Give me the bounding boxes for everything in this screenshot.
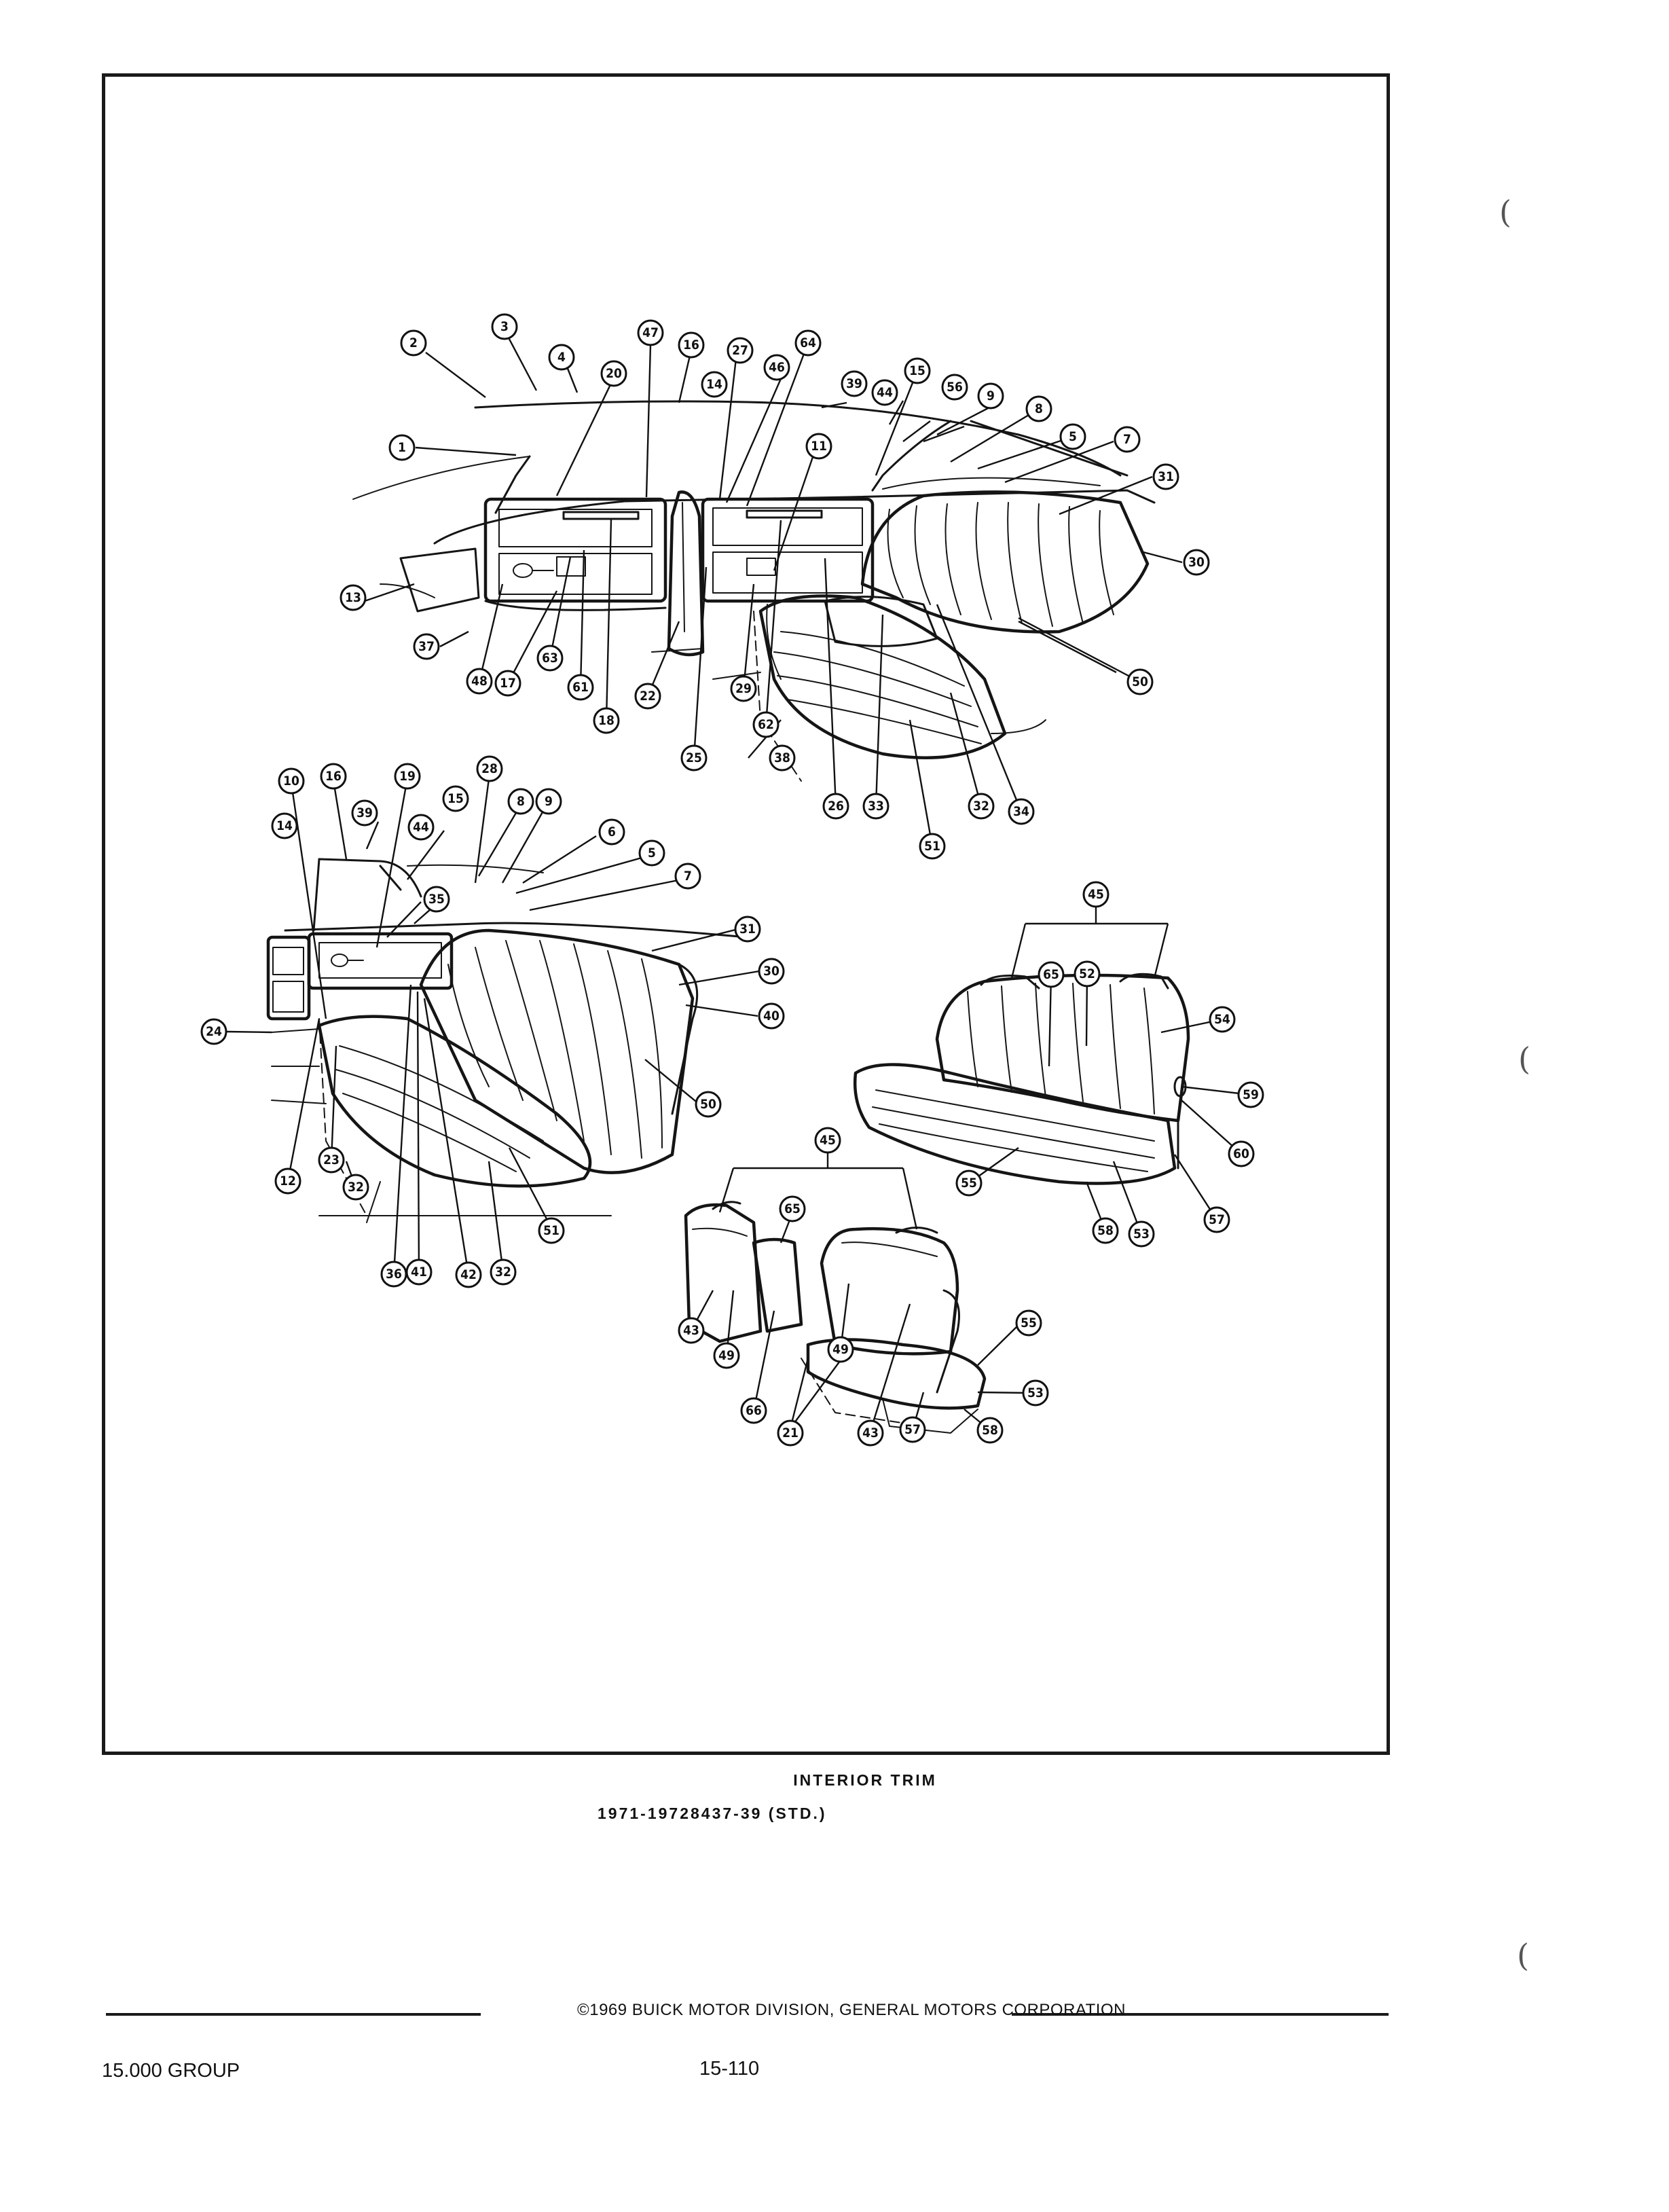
callout-3	[492, 314, 517, 339]
callout-16	[679, 333, 703, 357]
callout-5	[1061, 424, 1085, 449]
svg-text:30: 30	[763, 964, 780, 979]
svg-text:17: 17	[500, 676, 516, 691]
svg-text:53: 53	[1133, 1227, 1150, 1241]
callout-28	[477, 757, 502, 781]
callout-15-view2	[443, 786, 468, 811]
callout-4	[549, 345, 574, 369]
callout-31-view2	[735, 917, 760, 941]
svg-text:61: 61	[572, 680, 589, 695]
callout-53	[1129, 1222, 1154, 1246]
svg-text:65: 65	[784, 1201, 801, 1216]
svg-text:3: 3	[500, 319, 509, 334]
svg-text:40: 40	[763, 1009, 780, 1023]
svg-text:32: 32	[495, 1265, 511, 1280]
callout-42	[456, 1263, 481, 1287]
svg-text:38: 38	[774, 750, 790, 765]
callout-7-view2	[676, 864, 700, 888]
svg-text:32: 32	[973, 799, 989, 814]
callout-46	[765, 355, 789, 380]
callout-63	[538, 646, 562, 670]
callout-49-view4b	[828, 1337, 853, 1362]
callout-30-view2	[759, 959, 784, 983]
callout-45	[1084, 882, 1108, 907]
svg-text:10: 10	[283, 774, 299, 788]
svg-text:65: 65	[1043, 967, 1059, 982]
svg-text:8: 8	[517, 794, 525, 809]
svg-text:18: 18	[598, 713, 615, 728]
callout-66	[741, 1398, 766, 1423]
svg-text:46: 46	[769, 360, 785, 375]
callout-29	[731, 676, 756, 701]
binder-mark: (	[1518, 1040, 1530, 1077]
svg-text:48: 48	[471, 674, 488, 689]
callout-52	[1075, 962, 1099, 986]
svg-text:41: 41	[411, 1265, 427, 1280]
svg-text:31: 31	[1158, 469, 1174, 484]
callout-24	[202, 1019, 226, 1044]
callout-50	[1128, 670, 1152, 694]
svg-text:20: 20	[606, 366, 622, 381]
callout-60	[1229, 1142, 1253, 1166]
svg-text:9: 9	[987, 388, 995, 403]
svg-text:55: 55	[1021, 1316, 1037, 1330]
svg-text:43: 43	[862, 1426, 879, 1440]
binder-mark: (	[1517, 1937, 1529, 1974]
svg-text:14: 14	[706, 377, 722, 392]
callout-leaders	[227, 330, 1251, 1431]
svg-text:34: 34	[1013, 804, 1029, 819]
svg-text:51: 51	[924, 839, 940, 854]
callouts	[202, 314, 1263, 1445]
page-number: 15-110	[699, 2058, 760, 2080]
svg-text:7: 7	[684, 869, 692, 884]
callout-48	[467, 669, 492, 693]
callout-7	[1115, 427, 1139, 452]
svg-text:45: 45	[820, 1133, 836, 1148]
callout-53-view4	[1023, 1381, 1048, 1405]
svg-text:14: 14	[276, 818, 293, 833]
callout-65-bench	[1039, 962, 1063, 987]
svg-text:44: 44	[877, 385, 893, 400]
group-number: 15.000 GROUP	[102, 2060, 240, 2082]
copyright-notice: ©1969 BUICK MOTOR DIVISION, GENERAL MOTORS CORPORATION	[577, 2001, 1126, 2019]
svg-text:39: 39	[846, 376, 862, 391]
svg-text:58: 58	[982, 1423, 998, 1438]
svg-text:36: 36	[386, 1267, 402, 1282]
callout-5-view2	[640, 841, 664, 865]
callout-38	[770, 746, 794, 770]
svg-text:50: 50	[700, 1097, 716, 1112]
callout-18	[594, 708, 619, 733]
svg-text:42: 42	[460, 1267, 477, 1282]
callout-61	[568, 675, 593, 700]
callout-44	[873, 380, 897, 405]
callout-2	[401, 331, 426, 355]
callout-33	[864, 794, 888, 818]
svg-text:56: 56	[947, 380, 963, 395]
svg-text:27: 27	[732, 343, 748, 358]
svg-text:51: 51	[543, 1223, 560, 1238]
svg-text:4: 4	[557, 350, 566, 365]
callout-56	[942, 375, 967, 399]
svg-text:28: 28	[481, 761, 498, 776]
callout-64	[796, 331, 820, 355]
callout-49	[714, 1343, 739, 1368]
svg-text:52: 52	[1079, 966, 1095, 981]
svg-text:6: 6	[608, 824, 616, 839]
svg-text:62: 62	[758, 717, 774, 732]
callout-8	[1027, 397, 1051, 421]
binder-mark: (	[1499, 194, 1511, 230]
svg-text:31: 31	[739, 922, 756, 937]
callout-45-view4	[815, 1128, 840, 1153]
svg-text:26: 26	[828, 799, 844, 814]
svg-text:39: 39	[356, 805, 373, 820]
svg-text:58: 58	[1097, 1223, 1114, 1238]
callout-44-view2	[409, 815, 433, 839]
model-numbers: 1971-19728437-39 (STD.)	[598, 1805, 827, 1822]
callout-59	[1239, 1083, 1263, 1107]
callout-54	[1210, 1007, 1234, 1032]
callout-35	[424, 887, 449, 911]
callout-14	[702, 372, 727, 397]
callout-31	[1154, 465, 1178, 489]
callout-16-view2	[321, 764, 346, 788]
svg-text:59: 59	[1243, 1087, 1259, 1102]
svg-text:16: 16	[683, 338, 699, 352]
svg-text:66: 66	[746, 1403, 762, 1418]
callout-12	[276, 1169, 300, 1193]
callout-57-view4	[900, 1417, 925, 1442]
callout-32	[969, 794, 993, 818]
callout-51	[920, 834, 944, 858]
svg-text:5: 5	[648, 846, 656, 860]
callout-9	[978, 384, 1003, 408]
callout-17	[496, 671, 520, 695]
svg-text:11: 11	[811, 439, 827, 454]
callout-15	[905, 359, 930, 383]
svg-text:16: 16	[325, 769, 342, 784]
callout-32-view2b	[344, 1175, 368, 1199]
callout-43-view4b	[858, 1421, 883, 1445]
callout-20	[602, 361, 626, 386]
svg-text:1: 1	[398, 440, 406, 455]
svg-text:43: 43	[683, 1323, 699, 1338]
callout-30	[1184, 550, 1209, 575]
svg-text:2: 2	[409, 336, 418, 350]
svg-text:19: 19	[399, 769, 416, 784]
svg-text:57: 57	[1209, 1212, 1225, 1227]
svg-text:29: 29	[735, 681, 752, 696]
callout-39	[842, 371, 866, 396]
svg-text:7: 7	[1123, 432, 1131, 447]
svg-text:24: 24	[206, 1024, 222, 1039]
callout-8-view2	[509, 789, 533, 814]
svg-text:9: 9	[545, 794, 553, 809]
svg-text:49: 49	[832, 1342, 849, 1357]
svg-text:64: 64	[800, 336, 816, 350]
callout-14-view2	[272, 814, 297, 838]
callout-41	[407, 1260, 431, 1284]
svg-text:8: 8	[1035, 401, 1043, 416]
svg-text:57: 57	[904, 1422, 921, 1437]
svg-text:33: 33	[868, 799, 884, 814]
diagram-title: INTERIOR TRIM	[793, 1771, 937, 1789]
callout-51-view2	[539, 1218, 564, 1243]
svg-text:15: 15	[909, 363, 925, 378]
callout-34	[1009, 799, 1033, 824]
callout-36	[382, 1262, 406, 1286]
callout-58-view4	[978, 1418, 1002, 1443]
svg-text:15: 15	[447, 791, 464, 806]
callout-19	[395, 764, 420, 788]
callout-23	[319, 1148, 344, 1172]
callout-37	[414, 634, 439, 659]
callout-11	[807, 434, 831, 458]
svg-text:30: 30	[1188, 555, 1205, 570]
callout-55-view4	[1016, 1311, 1041, 1335]
svg-text:50: 50	[1132, 674, 1148, 689]
svg-text:12: 12	[280, 1174, 296, 1189]
callout-57	[1205, 1208, 1229, 1232]
svg-text:5: 5	[1069, 429, 1077, 444]
bench-seat-view	[855, 974, 1188, 1183]
svg-text:21: 21	[782, 1426, 799, 1440]
callout-50-view2	[696, 1092, 720, 1117]
svg-text:45: 45	[1088, 887, 1104, 902]
callout-27	[728, 338, 752, 363]
svg-text:60: 60	[1233, 1146, 1249, 1161]
svg-text:22: 22	[640, 689, 656, 704]
svg-text:63: 63	[542, 651, 558, 666]
callout-10	[279, 769, 304, 793]
callout-9-view2	[536, 789, 561, 814]
svg-text:25: 25	[686, 750, 702, 765]
callout-65-view4	[780, 1197, 805, 1221]
callout-55	[957, 1171, 981, 1195]
callout-47	[638, 321, 663, 345]
callout-22	[636, 684, 660, 708]
interior-trim-diagram	[102, 73, 1390, 1755]
svg-text:49: 49	[718, 1348, 735, 1363]
callout-25	[682, 746, 706, 770]
svg-text:23: 23	[323, 1153, 340, 1167]
callout-6	[600, 820, 624, 844]
callout-39-view2	[352, 801, 377, 825]
callout-58	[1093, 1218, 1118, 1243]
callout-13	[341, 585, 365, 610]
svg-text:44: 44	[413, 820, 429, 835]
callout-1	[390, 435, 414, 460]
svg-text:53: 53	[1027, 1385, 1044, 1400]
svg-text:32: 32	[348, 1180, 364, 1195]
callout-32-view2	[491, 1260, 515, 1284]
callout-21	[778, 1421, 803, 1445]
svg-text:47: 47	[642, 325, 659, 340]
callout-43	[679, 1318, 703, 1343]
svg-text:35: 35	[428, 892, 445, 907]
svg-text:37: 37	[418, 639, 435, 654]
svg-text:13: 13	[345, 590, 361, 605]
callout-26	[824, 794, 848, 818]
svg-text:54: 54	[1214, 1012, 1230, 1027]
svg-text:55: 55	[961, 1176, 977, 1191]
callout-40	[759, 1004, 784, 1028]
callout-62	[754, 712, 778, 737]
